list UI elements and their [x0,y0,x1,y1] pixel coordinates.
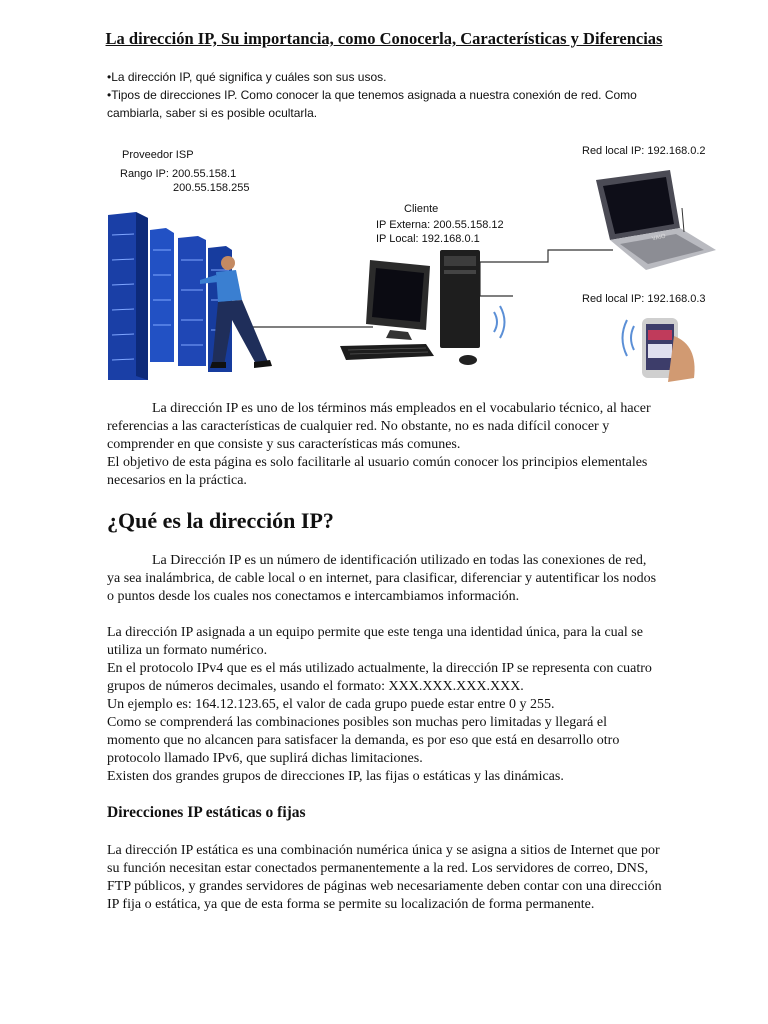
isp-range-end: 200.55.158.255 [173,182,250,194]
section-paragraph: Un ejemplo es: 164.12.123.65, el valor de cada grupo puede estar entre 0 y 255. [107,697,555,712]
document-title: La dirección IP, Su importancia, como Conocerla, Características y Diferencias [105,29,663,48]
section-paragraph: Existen dos grandes grupos de direcciones IP, las fijas o estáticas y las dinámicas. [107,769,564,784]
bullet-list [107,68,667,122]
bullet-item: •La dirección IP, qué significa y cuáles son sus usos. [107,70,387,84]
server-rack-illustration [108,212,272,380]
section-paragraph: En el protocolo IPv4 que es el más utilizado actualmente, la dirección IP se representa con cuatro grupos de números decimales, usando el formato: XXX.XXX.XXX.XXX. [107,661,652,694]
section-paragraph: La dirección IP asignada a un equipo permite que este tenga una identidad única, para la cual se utiliza un formato numérico. [107,625,643,658]
bullet-item: •Tipos de direcciones IP. Como conocer la que tenemos asignada a nuestra conexión de red. Como cambiarla, saber si es posible ocultarla. [107,88,637,120]
laptop-brand-logo: VAIO [651,233,667,243]
section-heading: ¿Qué es la dirección IP? [107,508,334,533]
section-paragraph: La Dirección IP es un número de identificación utilizado en todas las conexiones de red, ya sea inalámbrica, de cable local o en internet, para clasificar, diferenciar y autentificar los nodos o puntos desde los cuales nos conectamos e intercambiamos información. [107,553,657,604]
subsection-paragraph: La dirección IP estática es una combinación numérica única y se asigna a sitios de Internet que por su función necesitan estar conectados permanentemente a la red. Los servidores de correo, DNS, FTP públicos, y grandes servidores de páginas web necesariamente deben contar con una dirección IP fija o estática, ya que de esta forma se permite su localización de forma permanente. [107,843,662,912]
isp-range-start: Rango IP: 200.55.158.1 [120,168,237,180]
isp-label: Proveedor ISP [122,149,194,161]
phone-ip-label: Red local IP: 192.168.0.3 [582,293,706,305]
desktop-computer-illustration [340,250,505,365]
laptop-ip-label: Red local IP: 192.168.0.2 [582,145,706,157]
client-label: Cliente [404,203,439,215]
mobile-phone-illustration [623,318,695,382]
subsection-heading: Direcciones IP estáticas o fijas [107,804,306,821]
intro-paragraph: La dirección IP es uno de los términos más empleados en el vocabulario técnico, al hacer referencias a las características de cualquier red. No obstante, no es nada difícil conocer y comprender en que consiste y sus características más comunes. [107,401,651,452]
network-diagram [108,140,720,383]
intro-paragraph: El objetivo de esta página es solo facilitarle al usuario común conocer los principios elementales necesarios en la práctica. [107,455,648,488]
client-local-ip: IP Local: 192.168.0.1 [376,233,480,245]
section-paragraph: Como se comprenderá las combinaciones posibles son muchas pero limitadas y llegará el momento que no alcancen para satisfacer la demanda, es por eso que está en desarrollo otro protocolo llamado IPv6, que suplirá dichas limitaciones. [107,715,620,766]
client-external-ip: IP Externa: 200.55.158.12 [376,219,504,231]
laptop-illustration [596,170,716,270]
